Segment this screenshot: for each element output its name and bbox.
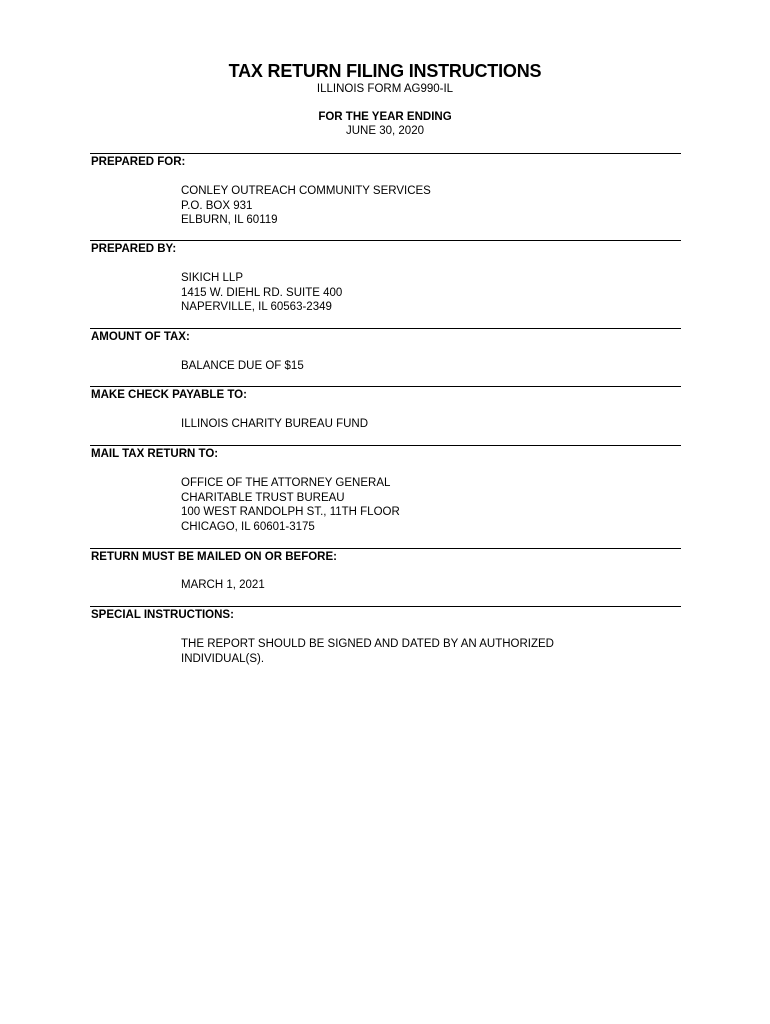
section-deadline — [90, 548, 681, 591]
tax-balance-line: BALANCE DUE OF $15 — [181, 360, 304, 372]
mail-to-address — [181, 476, 400, 534]
check-payee — [181, 417, 368, 432]
section-check-payable — [90, 386, 681, 430]
section-label-check-payable: MAKE CHECK PAYABLE TO: — [91, 389, 247, 401]
address-line: NAPERVILLE, IL 60563-2349 — [181, 301, 332, 313]
address-line: OFFICE OF THE ATTORNEY GENERAL — [181, 477, 391, 489]
address-line: ELBURN, IL 60119 — [181, 214, 278, 226]
address-line: 100 WEST RANDOLPH ST., 11TH FLOOR — [181, 506, 400, 518]
special-instructions-text — [181, 637, 554, 666]
year-ending-label: FOR THE YEAR ENDING — [318, 111, 452, 123]
section-label-deadline: RETURN MUST BE MAILED ON OR BEFORE: — [91, 551, 337, 563]
page-title: TAX RETURN FILING INSTRUCTIONS — [228, 61, 542, 81]
section-label-mail-to: MAIL TAX RETURN TO: — [91, 448, 219, 460]
prepared-for-address — [181, 184, 431, 228]
deadline-line: MARCH 1, 2021 — [181, 579, 265, 591]
form-name: ILLINOIS FORM AG990-IL — [316, 83, 454, 95]
instruction-line: THE REPORT SHOULD BE SIGNED AND DATED BY AN AUTHORIZED — [181, 638, 554, 650]
address-line: CHICAGO, IL 60601-3175 — [181, 520, 315, 533]
section-prepared-for — [90, 153, 681, 226]
address-line: SIKICH LLP — [181, 272, 243, 284]
section-label-prepared-for: PREPARED FOR: — [91, 156, 186, 168]
instruction-line: INDIVIDUAL(S). — [181, 652, 265, 665]
address-line: CHARITABLE TRUST BUREAU — [181, 491, 345, 504]
payee-line: ILLINOIS CHARITY BUREAU FUND — [181, 418, 369, 430]
section-label-amount-of-tax: AMOUNT OF TAX: — [91, 331, 190, 343]
section-label-prepared-by: PREPARED BY: — [91, 243, 177, 255]
address-line: 1415 W. DIEHL RD. SUITE 400 — [181, 286, 343, 299]
amount-of-tax-value — [181, 359, 304, 374]
section-special-instructions — [90, 606, 681, 665]
section-mail-to — [90, 445, 681, 533]
section-label-special-instructions: SPECIAL INSTRUCTIONS: — [91, 609, 234, 621]
year-ending-date: JUNE 30, 2020 — [346, 125, 424, 137]
section-amount-of-tax — [90, 328, 681, 372]
deadline-date — [181, 578, 265, 593]
address-line: P.O. BOX 931 — [181, 199, 253, 212]
prepared-by-address — [181, 271, 342, 315]
section-prepared-by — [90, 240, 681, 313]
address-line: CONLEY OUTREACH COMMUNITY SERVICES — [181, 185, 431, 197]
